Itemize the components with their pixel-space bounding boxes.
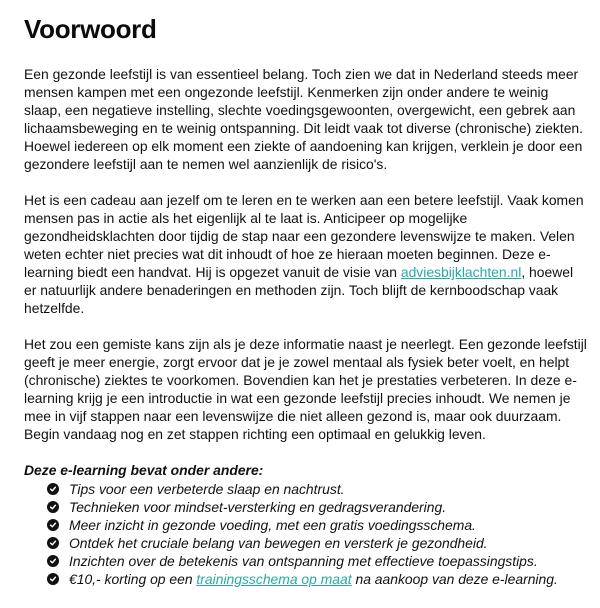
paragraph-text-before-link: Het is een cadeau aan jezelf om te leren en te werken aan een betere leefstijl. Vaak komen mensen pas in actie als het eigenlijk al te laat is. Anticipeer op mogelijke gezondheidsklachten door tijdig de stap naar een gezondere levenswijze te maken. Velen weten echter niet precies wat dit inhoudt of hoe ze hieraan moeten beginnen. Deze e-learning biedt een handvat. Hij is opgezet vanuit de visie van [24, 192, 584, 280]
list-item-text-after-link: na aankoop van deze e-learning. [351, 571, 558, 587]
paragraph-text-after-link: , hoewel er natuurlijk andere benaderingen en methoden zijn. Toch blijft de kernboodschap vaak hetzelfde. [24, 264, 574, 316]
list-item [47, 480, 588, 498]
check-circle-icon [47, 519, 59, 531]
list-item [47, 516, 588, 534]
list-item [47, 534, 588, 552]
adviesbijklachten-link[interactable]: adviesbijklachten.nl [400, 264, 522, 280]
cadeau-paragraph [24, 191, 588, 317]
features-section [24, 461, 588, 588]
features-list [24, 480, 588, 588]
check-circle-icon [47, 537, 59, 549]
list-item-text: Meer inzicht in gezonde voeding, met een gratis voedingsschema. [69, 517, 476, 533]
intro-paragraph: Een gezonde leefstijl is van essentieel belang. Toch zien we dat in Nederland steeds meer mensen kampen met een ongezonde leefstijl. Kenmerken zijn onder andere te weinig slaap, een negatieve instelling, slechte voedingsgewoonten, overgewicht, een gebrek aan lichaamsbeweging en te weinig ontspanning. Dit leidt vaak tot diverse (chronische) ziekten. Hoewel iedereen op elk moment een ziekte of aandoening kan krijgen, verklein je door een gezondere leefstijl aan te nemen wel aanzienlijk de risico's. [24, 66, 584, 172]
trainingsschema-link[interactable]: trainingsschema op maat [196, 571, 352, 587]
list-item [47, 498, 588, 516]
list-item-text-before-link: €10,- korting op een [69, 571, 197, 587]
check-circle-icon [47, 555, 59, 567]
list-item [47, 552, 588, 570]
page-title: Voorwoord [24, 14, 157, 44]
list-item-text: Tips voor een verbeterde slaap en nachtrust. [69, 481, 345, 497]
check-circle-icon [47, 483, 59, 495]
check-circle-icon [47, 501, 59, 513]
list-item-text [69, 570, 558, 588]
list-item-text: Technieken voor mindset-versterking en gedragsverandering. [69, 499, 447, 515]
features-heading: Deze e-learning bevat onder andere: [24, 462, 264, 478]
list-item [47, 570, 588, 588]
list-item-text: Inzichten over de betekenis van ontspanning met effectieve toepassingstips. [69, 553, 538, 569]
check-circle-icon [47, 573, 59, 585]
motivation-paragraph: Het zou een gemiste kans zijn als je deze informatie naast je neerlegt. Een gezonde leefstijl geeft je meer energie, zorgt ervoor dat je je zowel mentaal als fysiek beter voelt, en helpt (chronische) ziektes te voorkomen. Bovendien kan het je prestaties verbeteren. In deze e-learning krijg je een introductie in wat een gezonde leefstijl precies inhoudt. We nemen je mee in vijf stappen naar een levenswijze die niet alleen gezond is, maar ook duurzaam. Begin vandaag nog en zet stappen richting een optimaal en gelukkig leven. [24, 336, 587, 442]
list-item-text: Ontdek het cruciale belang van bewegen en versterk je gezondheid. [69, 535, 488, 551]
